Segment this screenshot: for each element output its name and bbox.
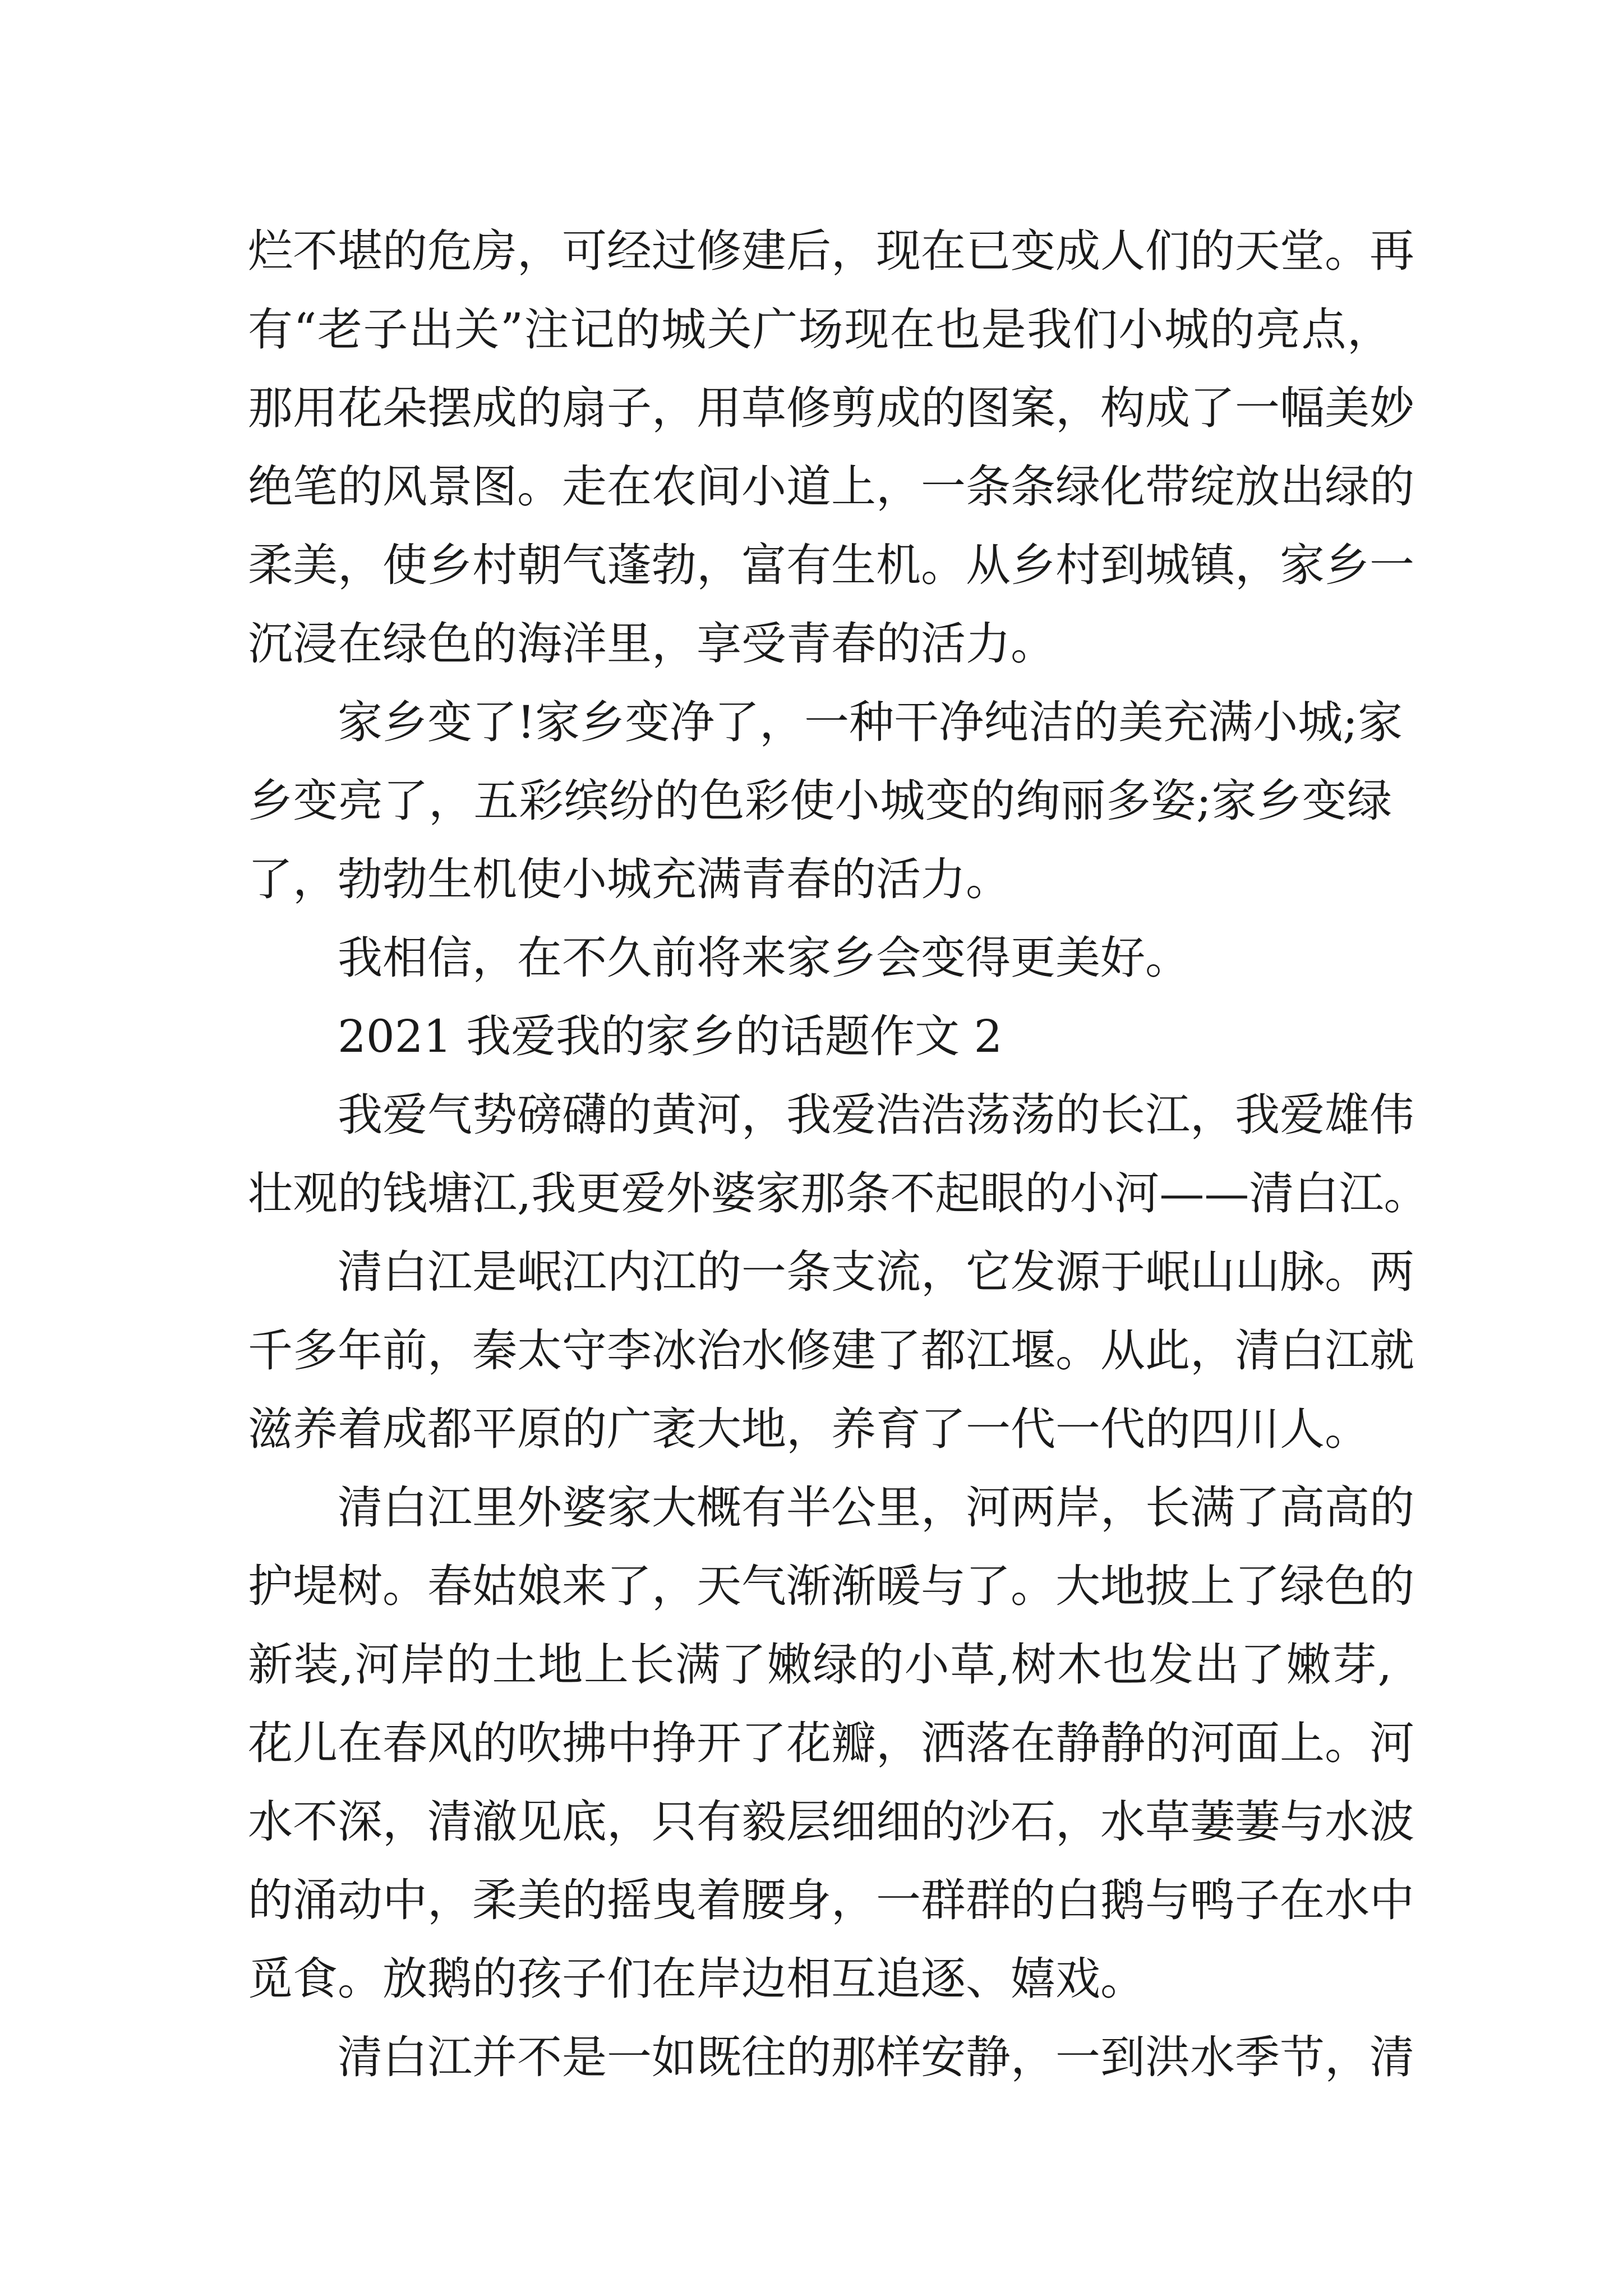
paragraph-first-line: 清白江里外婆家大概有半公里，河两岸，长满了高高的	[338, 1481, 1414, 1534]
text-line: 沉浸在绿色的海洋里，享受青春的活力。	[248, 618, 1055, 670]
text-line: 护堤树。春姑娘来了，天气渐渐暖与了。大地披上了绿色的	[248, 1560, 1414, 1612]
paragraph-first-line: 我爱气势磅礴的黄河，我爱浩浩荡荡的长江，我爱雄伟	[338, 1089, 1414, 1141]
paragraph-first-line: 清白江并不是一如既往的那样安静，一到洪水季节，清	[338, 2031, 1414, 2083]
text-line: 壮观的钱塘江,我更爱外婆家那条不起眼的小河——清白江。	[248, 1167, 1429, 1220]
document-body	[248, 212, 1429, 2097]
text-line: 有“老子出关”注记的城关广场现在也是我们小城的亮点，	[248, 303, 1392, 356]
paragraph-first-line: 2021 我爱我的家乡的话题作文 2	[338, 1010, 1003, 1062]
text-line: 那用花朵摆成的扇子，用草修剪成的图案，构成了一幅美妙	[248, 382, 1414, 434]
text-line: 滋养着成都平原的广袤大地，养育了一代一代的四川人。	[248, 1403, 1370, 1455]
text-line: 水不深，清澈见底，只有毅层细细的沙石，水草萋萋与水波	[248, 1796, 1414, 1848]
paragraph-first-line: 家乡变了!家乡变净了，一种干净纯洁的美充满小城;家	[338, 696, 1403, 748]
text-line: 新装,河岸的土地上长满了嫩绿的小草,树木也发出了嫩芽,	[248, 1639, 1392, 1691]
text-line: 烂不堪的危房，可经过修建后，现在已变成人们的天堂。再	[248, 225, 1414, 277]
text-line: 的涌动中，柔美的摇曳着腰身，一群群的白鹅与鸭子在水中	[248, 1874, 1414, 1926]
paragraph-first-line: 我相信，在不久前将来家乡会变得更美好。	[338, 932, 1190, 984]
text-line: 乡变亮了，五彩缤纷的色彩使小城变的绚丽多姿;家乡变绿	[248, 775, 1392, 827]
text-line: 花儿在春风的吹拂中挣开了花瓣，洒落在静静的河面上。河	[248, 1717, 1414, 1769]
paragraph-first-line: 清白江是岷江内江的一条支流，它发源于岷山山脉。两	[338, 1246, 1414, 1298]
text-line: 千多年前，秦太守李冰治水修建了都江堰。从此，清白江就	[248, 1324, 1414, 1377]
text-line: 了，勃勃生机使小城充满青春的活力。	[248, 853, 1011, 905]
text-line: 绝笔的风景图。走在农间小道上，一条条绿化带绽放出绿的	[248, 461, 1414, 513]
text-line: 觅食。放鹅的孩子们在岸边相互追逐、嬉戏。	[248, 1953, 1145, 2005]
text-line: 柔美，使乡村朝气蓬勃，富有生机。从乡村到城镇，家乡一	[248, 539, 1414, 591]
